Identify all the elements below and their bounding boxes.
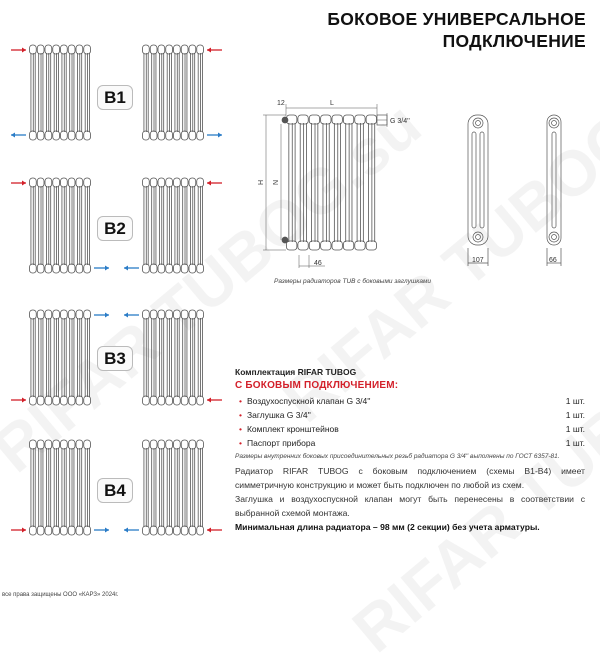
page-title bbox=[327, 8, 586, 52]
kit-item-name: Заглушка G 3/4'' bbox=[246, 410, 311, 420]
kit-item bbox=[235, 394, 585, 408]
kit-item-qty: 1 шт. bbox=[565, 396, 585, 406]
scheme-label-b1: B1 bbox=[97, 85, 133, 110]
outlet-arrow-icon bbox=[94, 528, 109, 533]
dim-h: H bbox=[258, 179, 265, 185]
radiator-icon bbox=[30, 440, 91, 535]
description bbox=[235, 464, 585, 534]
inlet-arrow-icon bbox=[11, 398, 26, 403]
outlet-arrow-icon bbox=[207, 133, 222, 138]
bullet-icon: • bbox=[239, 424, 242, 434]
outlet-arrow-icon bbox=[124, 313, 139, 318]
bullet-icon: • bbox=[239, 438, 242, 448]
kit-heading: Комплектация RIFAR TUBOG bbox=[235, 367, 357, 377]
radiator-icon bbox=[143, 45, 204, 140]
inlet-arrow-icon bbox=[207, 48, 222, 53]
kit-item-qty: 1 шт. bbox=[565, 410, 585, 420]
kit-item-qty: 1 шт. bbox=[565, 424, 585, 434]
radiator-icon bbox=[30, 45, 91, 140]
inlet-arrow-icon bbox=[207, 181, 222, 186]
dim-46: 46 bbox=[314, 260, 322, 267]
kit-item bbox=[235, 422, 585, 436]
title-line-1: БОКОВОЕ УНИВЕРСАЛЬНОЕ bbox=[327, 9, 586, 29]
title-line-2: ПОДКЛЮЧЕНИЕ bbox=[442, 31, 586, 51]
kit-note: Размеры внутренних боковых присоединительных резьб радиатора G 3/4'' выполнены по ГОСТ 6357-81. bbox=[235, 453, 560, 460]
inlet-arrow-icon bbox=[11, 181, 26, 186]
kit-subheading: С БОКОВЫМ ПОДКЛЮЧЕНИЕМ: bbox=[235, 380, 399, 391]
outlet-arrow-icon bbox=[94, 266, 109, 271]
description-paragraph: Заглушка и воздухоспускной клапан могут быть перенесены в соответствии с выбранной схемой монтажа. bbox=[235, 494, 585, 518]
kit-item-qty: 1 шт. bbox=[565, 438, 585, 448]
outlet-arrow-icon bbox=[124, 528, 139, 533]
radiator-icon bbox=[143, 310, 204, 405]
outlet-arrow-icon bbox=[124, 266, 139, 271]
inlet-arrow-icon bbox=[207, 398, 222, 403]
dimension-drawing bbox=[250, 90, 600, 280]
scheme-label-b3: B3 bbox=[97, 346, 133, 371]
inlet-arrow-icon bbox=[207, 528, 222, 533]
scheme-label-b4: B4 bbox=[97, 478, 133, 503]
radiator-icon bbox=[30, 178, 91, 273]
kit-item bbox=[235, 436, 585, 450]
kit-item-name: Воздухоспускной клапан G 3/4'' bbox=[246, 396, 371, 406]
outlet-arrow-icon bbox=[94, 313, 109, 318]
radiator-side-view-3-column bbox=[468, 115, 488, 266]
radiator-icon bbox=[287, 115, 377, 250]
dim-12: 12 bbox=[277, 100, 285, 107]
kit-list bbox=[235, 394, 585, 450]
kit-section bbox=[235, 367, 585, 460]
dim-l: L bbox=[330, 100, 334, 107]
radiator-icon bbox=[30, 310, 91, 405]
outlet-arrow-icon bbox=[11, 133, 26, 138]
kit-item bbox=[235, 408, 585, 422]
dim-107: 107 bbox=[472, 257, 484, 264]
kit-item-name: Комплект кронштейнов bbox=[246, 424, 339, 434]
dim-n: N bbox=[273, 179, 280, 185]
inlet-arrow-icon bbox=[11, 528, 26, 533]
bullet-icon: • bbox=[239, 396, 242, 406]
dim-66: 66 bbox=[549, 257, 557, 264]
connection-schemes bbox=[0, 0, 235, 560]
copyright: все права защищены ООО «КАРЗ» 2024г. bbox=[2, 592, 119, 598]
kit-item-name: Паспорт прибора bbox=[246, 438, 316, 448]
drawing-caption: Размеры радиаторов TUB с боковыми заглушками bbox=[274, 278, 432, 285]
min-length-note: Минимальная длина радиатора – 98 мм (2 секции) без учета арматуры. bbox=[235, 522, 540, 532]
radiator-icon bbox=[143, 178, 204, 273]
radiator-side-view-2-column bbox=[547, 115, 561, 266]
radiator-front-view bbox=[282, 115, 387, 250]
description-paragraph: Радиатор RIFAR TUBOG с боковым подключением (схемы B1-B4) имеет симметричную конструкцию и может быть подключен по любой из схем. bbox=[235, 466, 585, 490]
scheme-label-b2: B2 bbox=[97, 216, 133, 241]
radiator-icon bbox=[143, 440, 204, 535]
bullet-icon: • bbox=[239, 410, 242, 420]
inlet-arrow-icon bbox=[11, 48, 26, 53]
thread-size: G 3/4'' bbox=[390, 118, 410, 125]
